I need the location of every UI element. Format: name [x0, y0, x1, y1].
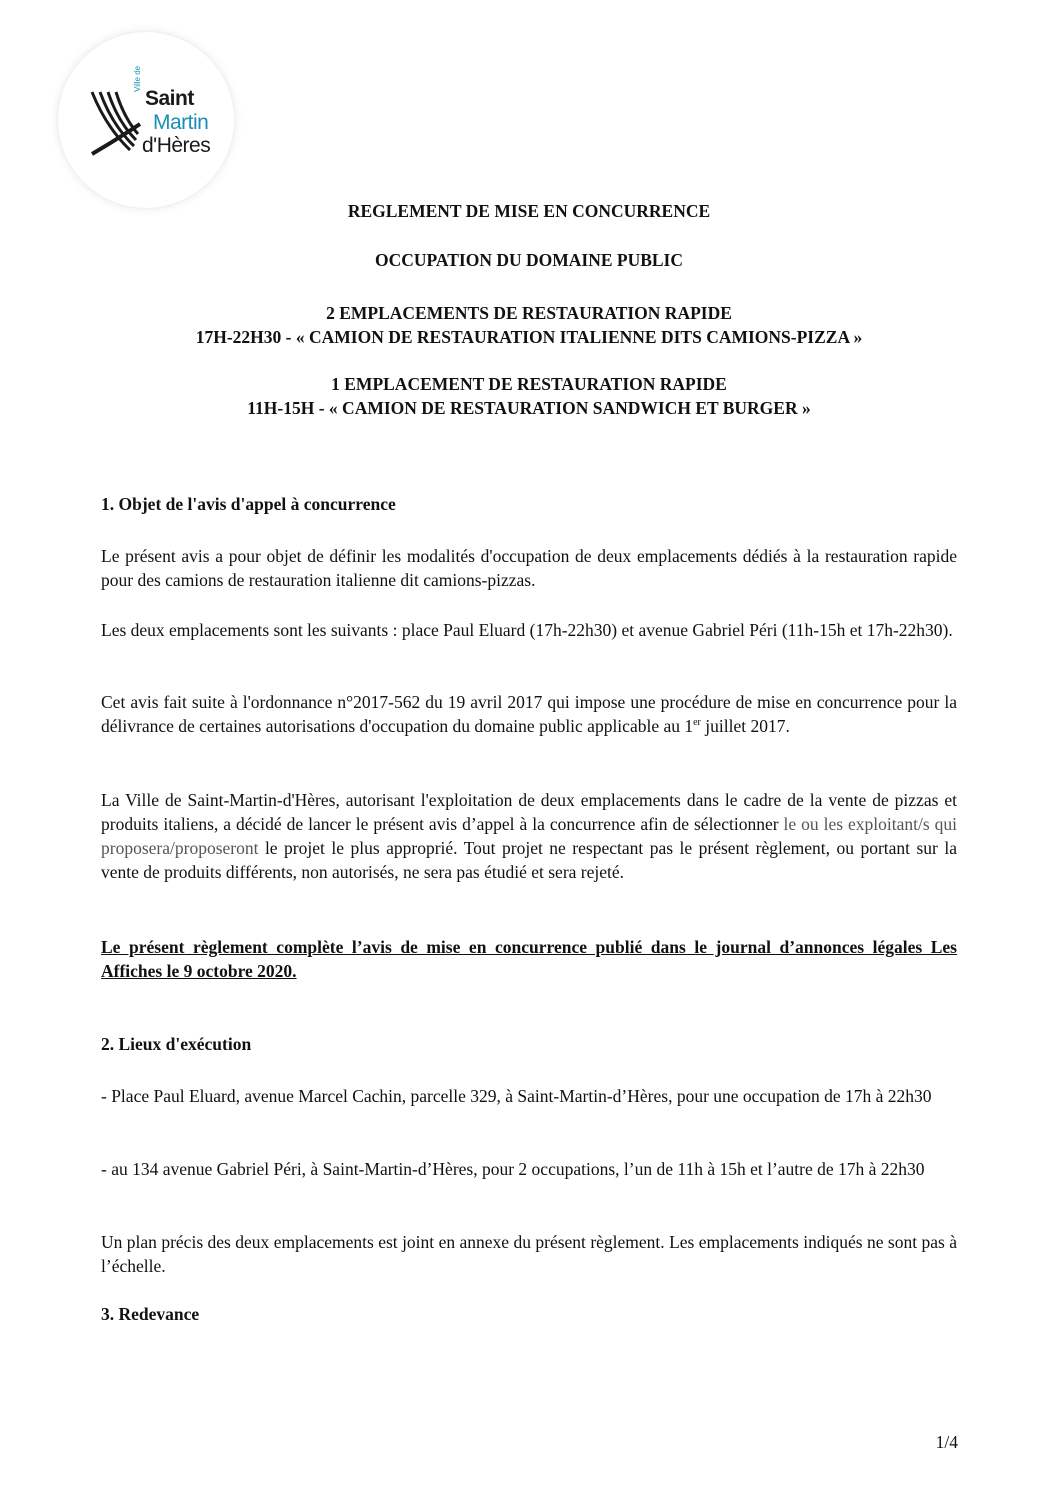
logo-martin: Martin [153, 111, 209, 134]
title-burger-line1: 1 EMPLACEMENT DE RESTAURATION RAPIDE [331, 374, 727, 394]
section1-paragraph-3-end: juillet 2017. [700, 716, 790, 736]
section1-paragraph-4-text: La Ville de Saint-Martin-d'Hères, autorisant l'exploitation de deux emplacements dans le cadre de la vente de pizzas et produits italiens, a décidé de lancer le présent avis d’appel à la concurrence afin de sélectionner [101, 790, 957, 834]
section1-paragraph-4-highlight: le ou les exploitant/s qui proposera/proposeront [101, 814, 957, 858]
page-number: 1/4 [935, 1432, 958, 1452]
logo-saint: Saint [145, 87, 194, 110]
section2-location-2: - au 134 avenue Gabriel Péri, à Saint-Martin-d’Hères, pour 2 occupations, l’un de 11h à 15h et l’autre de 17h à 22h30 [101, 1159, 925, 1179]
section1-paragraph-4-end: le projet le plus approprié. Tout projet ne respectant pas le présent règlement, ou portant sur la vente de produits différents, non autorisés, ne sera pas étudié et sera rejeté. [101, 838, 957, 882]
title-burger-line2: 11H-15H - « CAMION DE RESTAURATION SANDWICH ET BURGER » [247, 398, 811, 418]
logo-ville-de: Ville de [133, 65, 142, 92]
title-block-pizza [0, 301, 1058, 349]
document-title: REGLEMENT DE MISE EN CONCURRENCE [347, 201, 711, 221]
document-subtitle: OCCUPATION DU DOMAINE PUBLIC [374, 250, 684, 270]
section2-heading: 2. Lieux d'exécution [101, 1034, 252, 1054]
section3-heading: 3. Redevance [101, 1304, 200, 1324]
superscript-er: er [693, 717, 701, 729]
section1-paragraph-3 [101, 690, 957, 738]
city-logo [58, 32, 234, 208]
section2-plan-note: Un plan précis des deux emplacements est joint en annexe du présent règlement. Les emplacements indiqués ne sont pas à l’échelle. [101, 1232, 957, 1276]
section1-paragraph-4 [101, 788, 957, 884]
section1-notice: Le présent règlement complète l’avis de mise en concurrence publié dans le journal d’annonces légales Les Affiches le 9 octobre 2020. [101, 937, 957, 981]
section1-paragraph-1: Le présent avis a pour objet de définir les modalités d'occupation de deux emplacements dédiés à la restauration rapide pour des camions de restauration italienne dit camions-pizzas. [101, 546, 957, 590]
title-block-burger [0, 372, 1058, 420]
title-pizza-line2: 17H-22H30 - « CAMION DE RESTAURATION ITALIENNE DITS CAMIONS-PIZZA » [195, 327, 863, 347]
section1-heading: 1. Objet de l'avis d'appel à concurrence [101, 494, 396, 514]
logo-heres: d'Hères [142, 134, 211, 157]
section1-paragraph-2: Les deux emplacements sont les suivants : place Paul Eluard (17h-22h30) et avenue Gabriel Péri (11h-15h et 17h-22h30). [101, 620, 953, 640]
section1-paragraph-3-text: Cet avis fait suite à l'ordonnance n°2017-562 du 19 avril 2017 qui impose une procédure de mise en concurrence pour la délivrance de certaines autorisations d'occupation du domaine public applicable au 1 [101, 692, 957, 736]
section2-location-1: - Place Paul Eluard, avenue Marcel Cachin, parcelle 329, à Saint-Martin-d’Hères, pour une occupation de 17h à 22h30 [101, 1086, 932, 1106]
title-pizza-line1: 2 EMPLACEMENTS DE RESTAURATION RAPIDE [326, 303, 732, 323]
